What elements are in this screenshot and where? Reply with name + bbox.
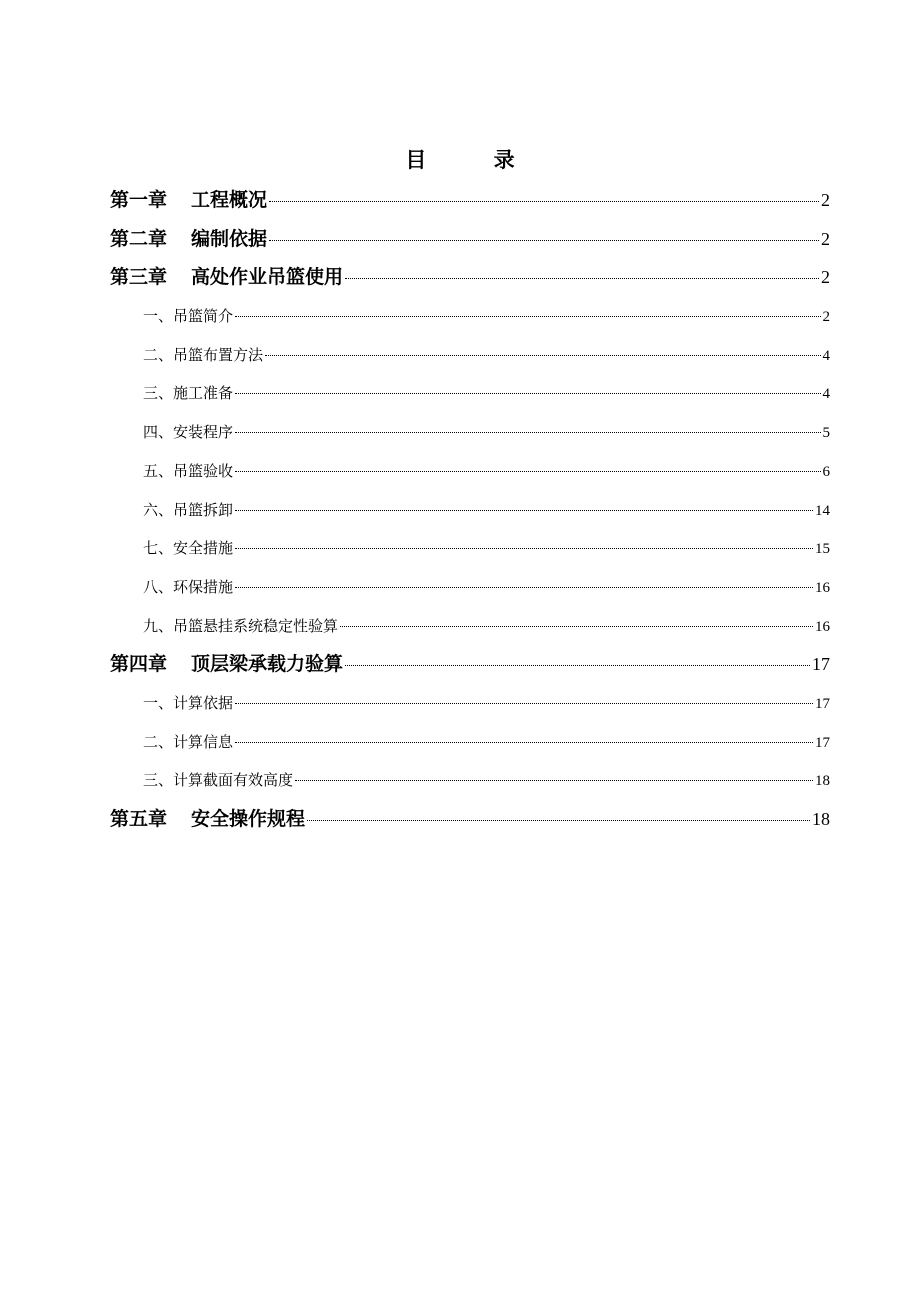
toc-chapter-number: 第五章	[110, 808, 168, 830]
toc-page-number: 15	[815, 541, 830, 558]
toc-section-entry[interactable]	[0, 491, 920, 530]
toc-section-entry[interactable]	[0, 297, 920, 336]
toc-dot-leader	[235, 587, 813, 588]
toc-entry-text: 五、吊篮验收	[143, 461, 234, 480]
toc-chapter-entry[interactable]	[0, 800, 920, 839]
toc-entry-text: 顶层梁承载力验算	[191, 653, 344, 676]
toc-dot-leader	[235, 471, 820, 472]
toc-entry-text: 三、计算截面有效高度	[143, 771, 294, 790]
toc-chapter-number: 第三章	[110, 266, 168, 289]
toc-section-entry[interactable]	[0, 761, 920, 800]
toc-entry-text: 工程概况	[191, 189, 268, 211]
toc-entry-text: 一、计算依据	[143, 693, 234, 712]
toc-page-number: 18	[815, 773, 830, 790]
toc-dot-leader	[269, 201, 819, 202]
toc-entry-text: 三、施工准备	[143, 384, 234, 403]
toc-chapter-entry[interactable]	[0, 220, 920, 259]
toc-chapter-number: 第二章	[110, 227, 168, 250]
toc-page-number: 2	[821, 267, 830, 288]
toc-dot-leader	[345, 665, 810, 666]
toc-page-number: 5	[822, 425, 830, 442]
toc-entry-text: 六、吊篮拆卸	[143, 500, 234, 519]
toc-page-number: 17	[815, 695, 830, 712]
toc-entry-text: 二、计算信息	[143, 732, 234, 751]
toc-section-entry[interactable]	[0, 684, 920, 723]
toc-chapter-entry[interactable]	[0, 645, 920, 684]
toc-entry-text: 二、吊篮布置方法	[143, 345, 264, 364]
toc-section-entry[interactable]	[0, 529, 920, 568]
toc-dot-leader	[235, 510, 813, 511]
toc-chapter-number: 第一章	[110, 189, 168, 211]
toc-section-entry[interactable]	[0, 452, 920, 491]
toc-entry-text: 八、环保措施	[143, 577, 234, 596]
toc-entry-text: 九、吊篮悬挂系统稳定性验算	[143, 616, 339, 635]
toc-page-number: 2	[822, 309, 830, 326]
toc-section-entry[interactable]	[0, 336, 920, 375]
toc-page-number: 4	[822, 386, 830, 403]
toc-dot-leader	[235, 316, 820, 317]
toc-section-entry[interactable]	[0, 413, 920, 452]
toc-dot-leader	[269, 240, 819, 241]
toc-dot-leader	[295, 780, 813, 781]
toc-dot-leader	[340, 626, 813, 627]
toc-dot-leader	[235, 703, 813, 704]
toc-dot-leader	[235, 432, 820, 433]
toc-section-entry[interactable]	[0, 374, 920, 413]
toc-section-entry[interactable]	[0, 607, 920, 646]
toc-entry-text: 编制依据	[191, 227, 268, 250]
toc-page-number: 2	[821, 228, 830, 249]
toc-section-entry[interactable]	[0, 723, 920, 762]
page-title: 目 录	[405, 147, 545, 172]
toc-entry-text: 高处作业吊篮使用	[191, 266, 344, 289]
toc-entry-text: 一、吊篮简介	[143, 307, 234, 326]
toc-page-number: 16	[815, 579, 830, 596]
toc-page-number: 17	[812, 654, 830, 675]
toc-page-number: 6	[822, 463, 830, 480]
toc-dot-leader	[345, 278, 819, 279]
toc-dot-leader	[235, 548, 813, 549]
toc-entry-text: 安全操作规程	[191, 808, 306, 830]
toc-dot-leader	[307, 820, 810, 821]
toc-page-number: 17	[815, 734, 830, 751]
toc-dot-leader	[235, 393, 820, 394]
toc-chapter-entry[interactable]	[0, 181, 920, 220]
toc-page-number: 2	[821, 190, 830, 210]
toc-page-number: 16	[815, 618, 830, 635]
toc-page-number: 14	[815, 502, 830, 519]
toc-dot-leader	[265, 355, 820, 356]
toc-chapter-number: 第四章	[110, 653, 168, 676]
toc-section-entry[interactable]	[0, 568, 920, 607]
toc-entry-text: 四、安装程序	[143, 423, 234, 442]
toc-dot-leader	[235, 742, 813, 743]
toc-page-number: 18	[812, 809, 830, 829]
toc-chapter-entry[interactable]	[0, 258, 920, 297]
toc-entry-text: 七、安全措施	[143, 539, 234, 558]
toc-page-number: 4	[822, 347, 830, 364]
table-of-contents	[0, 181, 920, 839]
